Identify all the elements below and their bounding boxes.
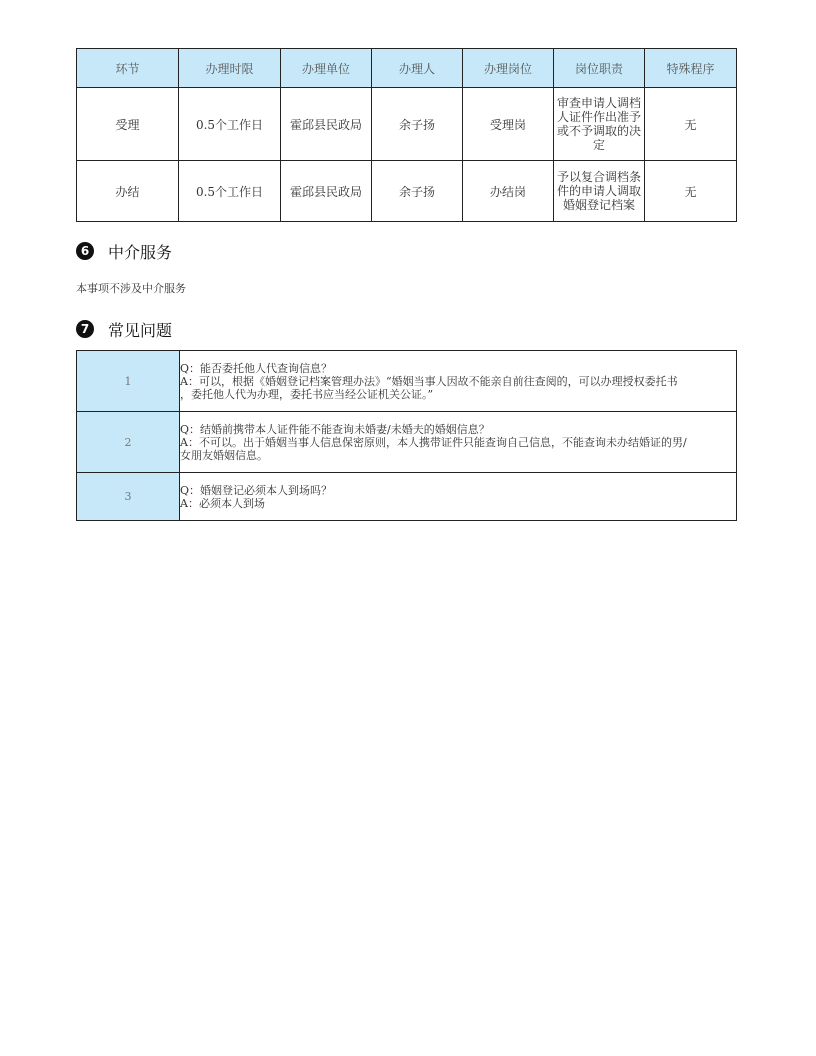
faq-index: 2 <box>77 412 180 473</box>
header-duty: 岗位职责 <box>554 49 645 88</box>
cell-time-limit: 0.5个工作日 <box>179 88 281 161</box>
faq-answer <box>180 351 737 412</box>
section-number-badge: 6 <box>76 242 94 260</box>
faq-index: 1 <box>77 351 180 412</box>
faq-line: A：必须本人到场 <box>180 496 265 510</box>
header-special: 特殊程序 <box>645 49 737 88</box>
table-row <box>77 412 737 473</box>
faq-line: A：不可以。出于婚姻当事人信息保密原则，本人携带证件只能查询自己信息，不能查询未办结婚证的男/ <box>180 435 687 449</box>
header-time-limit: 办理时限 <box>179 49 281 88</box>
cell-unit: 霍邱县民政局 <box>281 161 372 222</box>
cell-special: 无 <box>645 161 737 222</box>
faq-line: A：可以，根据《婚姻登记档案管理办法》“婚姻当事人因故不能亲自前往查阅的，可以办理授权委托书 <box>180 374 678 388</box>
faq-index: 3 <box>77 473 180 521</box>
header-post: 办理岗位 <box>463 49 554 88</box>
section-heading-intermediary <box>76 242 736 260</box>
table-row <box>77 473 737 521</box>
cell-duty: 审查申请人调档人证件作出准予或不予调取的决定 <box>554 88 645 161</box>
table-row <box>77 88 737 161</box>
faq-answer <box>180 473 737 521</box>
faq-answer <box>180 412 737 473</box>
cell-handler: 余子扬 <box>372 88 463 161</box>
faq-line: Q：能否委托他人代查询信息？ <box>180 361 333 375</box>
faq-table <box>76 350 737 521</box>
process-table-header-row <box>77 49 737 88</box>
document-page <box>76 48 736 521</box>
faq-line: 女朋友婚姻信息。 <box>180 448 268 462</box>
cell-special: 无 <box>645 88 737 161</box>
cell-post: 办结岗 <box>463 161 554 222</box>
faq-line: ，委托他人代为办理，委托书应当经公证机关公证。” <box>180 387 434 401</box>
table-row <box>77 351 737 412</box>
section-heading-faq <box>76 320 736 338</box>
cell-duty: 予以复合调档条件的申请人调取婚姻登记档案 <box>554 161 645 222</box>
cell-time-limit: 0.5个工作日 <box>179 161 281 222</box>
intermediary-note: 本事项不涉及中介服务 <box>76 282 186 295</box>
cell-handler: 余子扬 <box>372 161 463 222</box>
header-unit: 办理单位 <box>281 49 372 88</box>
cell-unit: 霍邱县民政局 <box>281 88 372 161</box>
table-row <box>77 161 737 222</box>
cell-stage: 办结 <box>77 161 179 222</box>
section-title: 常见问题 <box>108 320 173 340</box>
header-handler: 办理人 <box>372 49 463 88</box>
section-number-badge: 7 <box>76 320 94 338</box>
cell-stage: 受理 <box>77 88 179 161</box>
section-title: 中介服务 <box>108 242 173 262</box>
header-stage: 环节 <box>77 49 179 88</box>
faq-line: Q：结婚前携带本人证件能不能查询未婚妻/未婚夫的婚姻信息？ <box>180 422 490 436</box>
cell-post: 受理岗 <box>463 88 554 161</box>
process-table <box>76 48 737 222</box>
faq-line: Q：婚姻登记必须本人到场吗？ <box>180 483 333 497</box>
